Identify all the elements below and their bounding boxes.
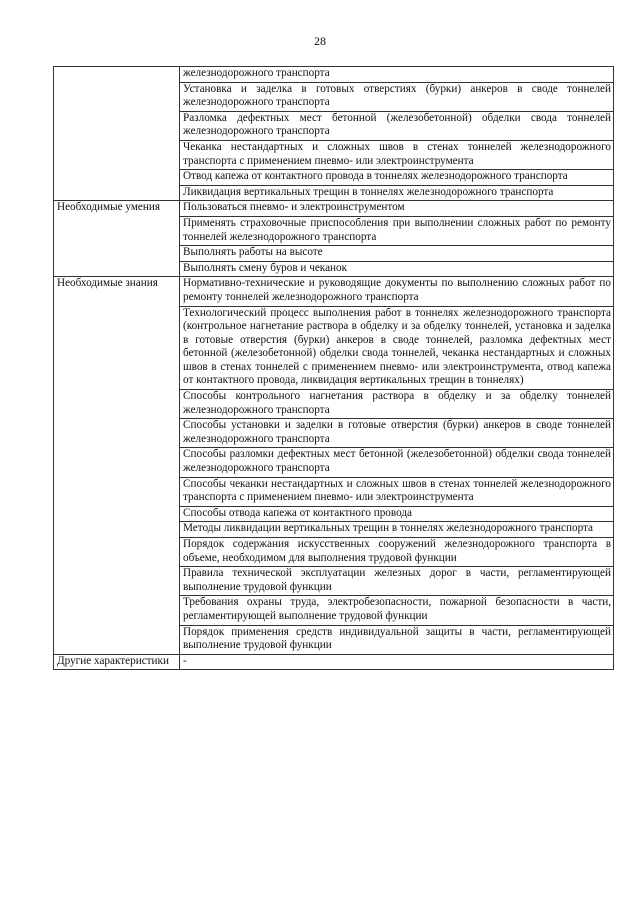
section-label [54,67,180,201]
requirement-item: Методы ликвидации вертикальных трещин в тоннелях железнодорожного транспорта [180,522,614,538]
requirement-item: Установка и заделка в готовых отверстиях (бурки) анкеров в своде тоннелей железнодорожного транспорта [180,82,614,111]
table-row [54,654,614,670]
requirement-item: - [180,654,614,670]
requirement-item: Применять страховочные приспособления при выполнении сложных работ по ремонту тоннелей железнодорожного транспорта [180,216,614,245]
requirement-item: Нормативно-технические и руководящие документы по выполнению сложных работ по ремонту тоннелей железнодорожного транспорта [180,277,614,306]
requirement-item: Правила технической эксплуатации железных дорог в части, регламентирующей выполнение трудовой функции [180,567,614,596]
requirements-table [53,66,614,670]
requirement-item: Чеканка нестандартных и сложных швов в стенах тоннелей железнодорожного транспорта с применением пневмо- или электроинструмента [180,140,614,169]
requirement-item: Способы отвода капежа от контактного провода [180,506,614,522]
requirement-item: Способы чеканки нестандартных и сложных швов в стенах тоннелей железнодорожного транспорта с применением пневмо- или электроинструмента [180,477,614,506]
requirement-item: Разломка дефектных мест бетонной (железобетонной) обделки свода тоннелей железнодорожного транспорта [180,111,614,140]
requirement-item: Требования охраны труда, электробезопасности, пожарной безопасности в части, регламентирующей выполнение трудовой функции [180,596,614,625]
requirement-item: железнодорожного транспорта [180,67,614,83]
requirement-item: Отвод капежа от контактного провода в тоннелях железнодорожного транспорта [180,170,614,186]
requirement-item: Способы установки и заделки в готовые отверстия (бурки) анкеров в своде тоннелей железнодорожного транспорта [180,419,614,448]
table-row [54,201,614,217]
requirement-item: Порядок содержания искусственных сооружений железнодорожного транспорта в объеме, необходимом для выполнения трудовой функции [180,538,614,567]
requirement-item: Порядок применения средств индивидуальной защиты в части, регламентирующей выполнение трудовой функции [180,625,614,654]
requirement-item: Способы контрольного нагнетания раствора в обделку и за обделку тоннелей железнодорожного транспорта [180,390,614,419]
requirement-item: Ликвидация вертикальных трещин в тоннелях железнодорожного транспорта [180,185,614,201]
section-label: Другие характеристики [54,654,180,670]
requirement-item: Пользоваться пневмо- и электроинструментом [180,201,614,217]
requirement-item: Способы разломки дефектных мест бетонной (железобетонной) обделки свода тоннелей железнодорожного транспорта [180,448,614,477]
page-number: 28 [314,34,326,48]
requirement-item: Выполнять смену буров и чеканок [180,261,614,277]
table-row [54,277,614,306]
section-label: Необходимые умения [54,201,180,277]
table-row [54,67,614,83]
section-label: Необходимые знания [54,277,180,654]
requirement-item: Выполнять работы на высоте [180,246,614,262]
requirement-item: Технологический процесс выполнения работ в тоннелях железнодорожного транспорта (контрольное нагнетание раствора в обделку и за обделку тоннелей, установка и заделка в готовые отверстия (бурки) анкеров в своде тоннелей, разломка дефектных мест бетонной (железобетонной) обделки свода тоннелей, чеканка нестандартных и сложных швов в стенах тоннелей с применением пневмо- или электроинструмента, отвод капежа от контактного провода, ликвидация вертикальных трещин в тоннелях) [180,306,614,390]
